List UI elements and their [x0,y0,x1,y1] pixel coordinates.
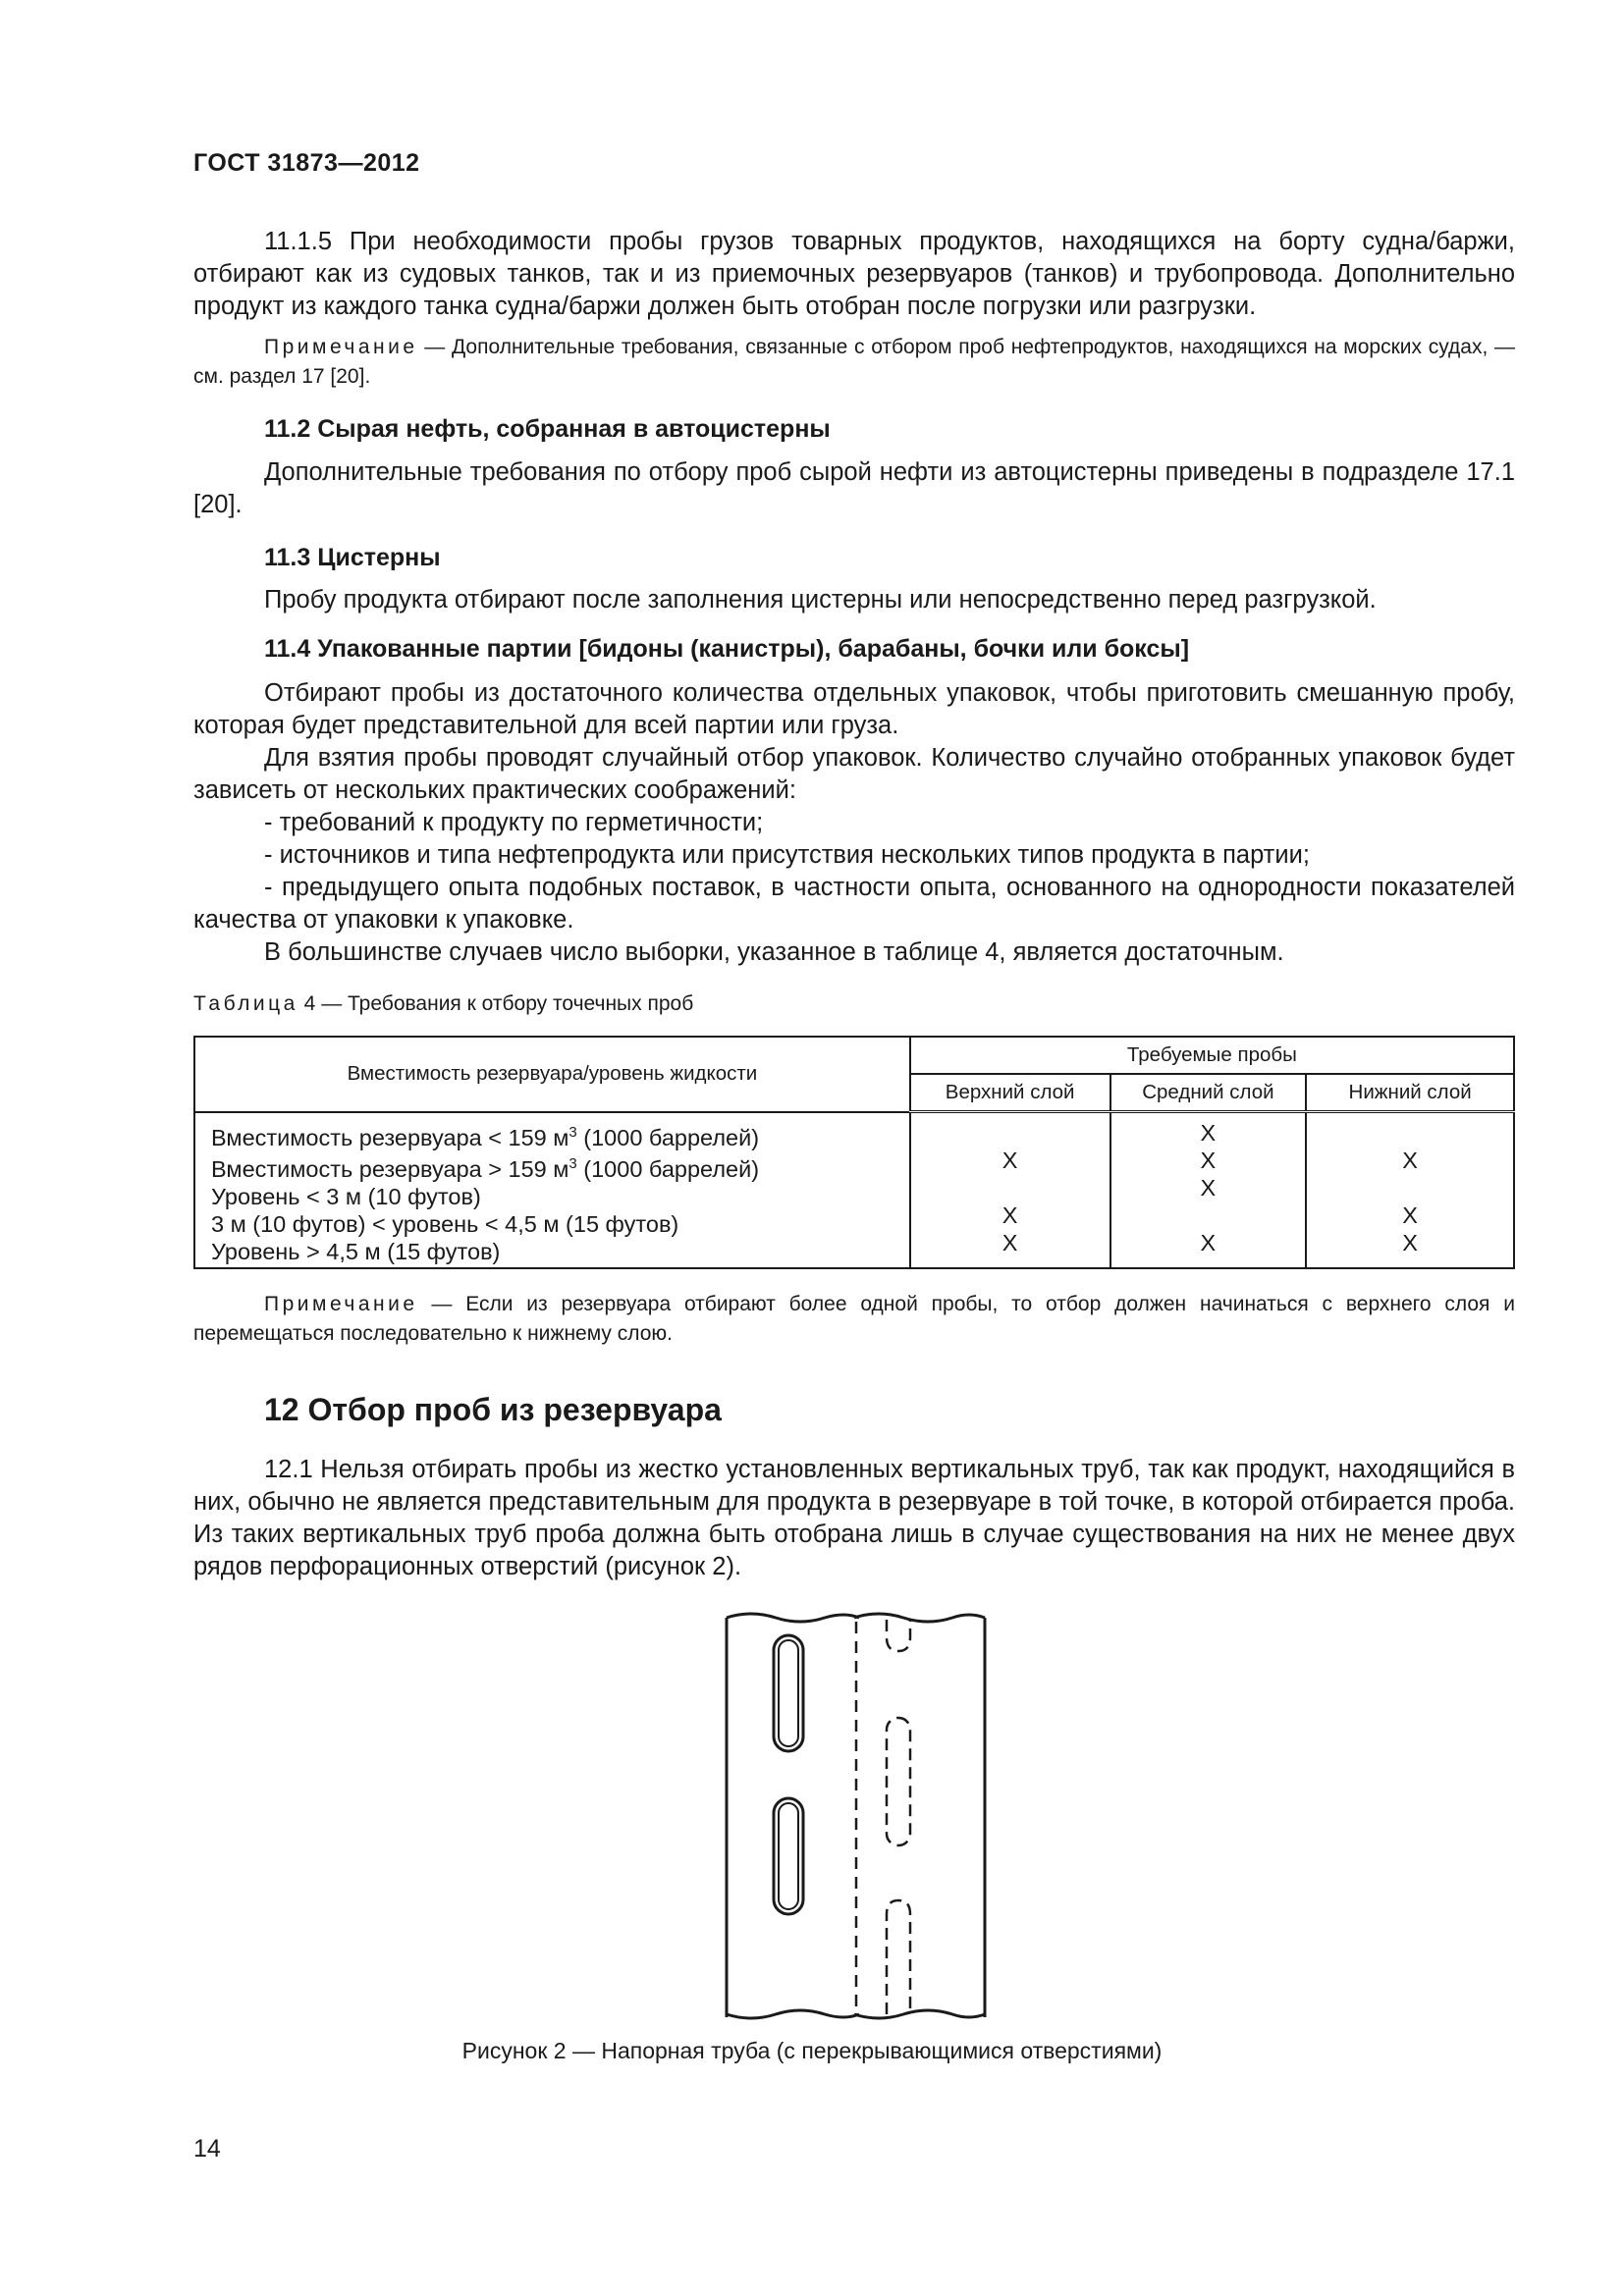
paragraph-11-2 [193,456,1515,521]
section-11-4-body [193,677,1515,969]
requirements-table [193,1036,1515,1269]
row-label-text: Вместимость резервуара > 159 м [211,1156,569,1183]
row-label: Уровень > 4,5 м (15 футов) [211,1239,501,1265]
mark: X [1200,1175,1217,1201]
column-bottom-layer [1306,1112,1514,1269]
slot-back-top [887,1620,910,1651]
paragraph-text: Дополнительные требования по отбору проб сырой нефти из автоцистерны приведены в подразделе 17.1 [20]. [193,458,1515,518]
column-middle-layer [1110,1112,1307,1269]
mark: X [1402,1148,1418,1173]
note-1 [193,333,1515,392]
header-top-layer: Верхний слой [910,1074,1110,1112]
superscript: 3 [568,1155,577,1173]
header-bottom-layer: Нижний слой [1306,1074,1514,1112]
table-caption-text: 4 — Требования к отбору точечных проб [298,992,694,1015]
mark: X [1001,1230,1018,1255]
column-top-layer [910,1112,1110,1269]
mark [1307,1174,1513,1201]
header-middle-layer: Средний слой [1110,1074,1307,1112]
table-caption-label: Таблица [193,992,298,1015]
slot-back-middle [887,1718,910,1845]
mark: X [1402,1230,1418,1255]
paragraph-11-1-5 [193,226,1515,323]
pipe-bottom-edge-left [727,2010,859,2018]
note-text: — Если из резервуара отбирают более одной пробы, то отбор должен начинаться с верхнего слоя и перемещаться последовательно к нижнему слою. [193,1293,1515,1345]
paragraph-11-3 [193,584,1515,616]
mark: X [1200,1120,1217,1146]
paragraph-text: 11.1.5 При необходимости пробы грузов товарных продуктов, находящихся на борту судна/баржи, отбирают как из судовых танков, так и из приемочных резервуаров (танков) и трубопровода. Дополнительно продукт из каждого танка судна/баржи должен быть отобран после погрузки или разгрузки. [193,228,1515,320]
paragraph-text: Пробу продукта отбирают после заполнения цистерны или непосредственно перед разгрузкой. [264,586,1377,614]
mark: X [1200,1230,1217,1255]
row-label: Уровень < 3 м (10 футов) [211,1184,481,1210]
mark: X [1001,1202,1018,1228]
header-capacity: Вместимость резервуара/уровень жидкости [194,1037,910,1112]
mark [911,1119,1110,1147]
heading-11-2: 11.2 Сырая нефть, собранная в автоцистерны [264,415,831,443]
header-required-samples: Требуемые пробы [910,1037,1514,1074]
note-label: Примечание [264,336,418,358]
mark [1111,1201,1306,1229]
paragraph-text: В большинстве случаев число выборки, указанное в таблице 4, является достаточным. [264,938,1284,966]
mark [1307,1119,1513,1147]
mark: X [1200,1148,1217,1173]
note-text: — Дополнительные требования, связанные с отбором проб нефтепродуктов, находящихся на морских судах, — см. раздел 17 [20]. [193,336,1515,388]
mark [911,1174,1110,1201]
row-label [211,1150,909,1183]
row-labels [194,1112,910,1269]
page-number: 14 [193,2135,221,2163]
document-code: ГОСТ 31873—2012 [193,149,420,177]
slot-front-upper-inner [779,1640,798,1746]
row-label-text: (1000 баррелей) [576,1124,760,1150]
paragraph-12-1 [193,1454,1515,1583]
heading-12: 12 Отбор проб из резервуара [264,1392,722,1427]
mark: X [1402,1202,1418,1228]
perforated-pipe-figure [722,1610,997,2022]
row-label: 3 м (10 футов) < уровень < 4,5 м (15 футов) [211,1211,679,1238]
heading-11-4: 11.4 Упакованные партии [бидоны (канистры), барабаны, бочки или боксы] [264,635,1190,663]
table-row [194,1112,1514,1269]
row-label-text: Вместимость резервуара < 159 м [211,1124,569,1150]
figure-caption: Рисунок 2 — Напорная труба (с перекрывающимися отверстиями) [461,2038,1163,2063]
slot-back-bottom [887,1900,910,2014]
row-label [211,1119,909,1151]
mark: X [1001,1148,1018,1173]
slot-front-lower-inner [779,1803,798,1909]
table-caption [193,992,693,1016]
list-item: - источников и типа нефтепродукта или присутствия нескольких типов продукта в партии; [264,841,1310,869]
pipe-top-edge-left [727,1614,859,1622]
heading-11-3: 11.3 Цистерны [264,544,441,571]
note-2 [193,1290,1515,1349]
note-label: Примечание [264,1293,418,1315]
paragraph-text: Отбирают пробы из достаточного количества отдельных упаковок, чтобы приготовить смешанную пробу, которая будет представительной для всей партии или груза. [193,679,1515,739]
superscript: 3 [568,1123,577,1141]
paragraph-text: Для взятия пробы проводят случайный отбор упаковок. Количество случайно отобранных упаковок будет зависеть от нескольких практических соображений: [193,744,1515,804]
pipe-top-edge-right [854,1614,985,1622]
paragraph-text: 12.1 Нельзя отбирать пробы из жестко установленных вертикальных труб, так как продукт, находящийся в них, обычно не является представительным для продукта в резервуаре в той точке, в которой отбирается проба. Из таких вертикальных труб проба должна быть отобрана лишь в случае существования на них не менее двух рядов перфорационных отверстий (рисунок 2). [193,1456,1515,1580]
list-item: - предыдущего опыта подобных поставок, в частности опыта, основанного на однородности показателей качества от упаковки к упаковке. [193,874,1515,934]
list-item: - требований к продукту по герметичности; [264,809,764,836]
row-label-text: (1000 баррелей) [576,1156,760,1183]
pipe-bottom-edge-right [854,2010,985,2018]
